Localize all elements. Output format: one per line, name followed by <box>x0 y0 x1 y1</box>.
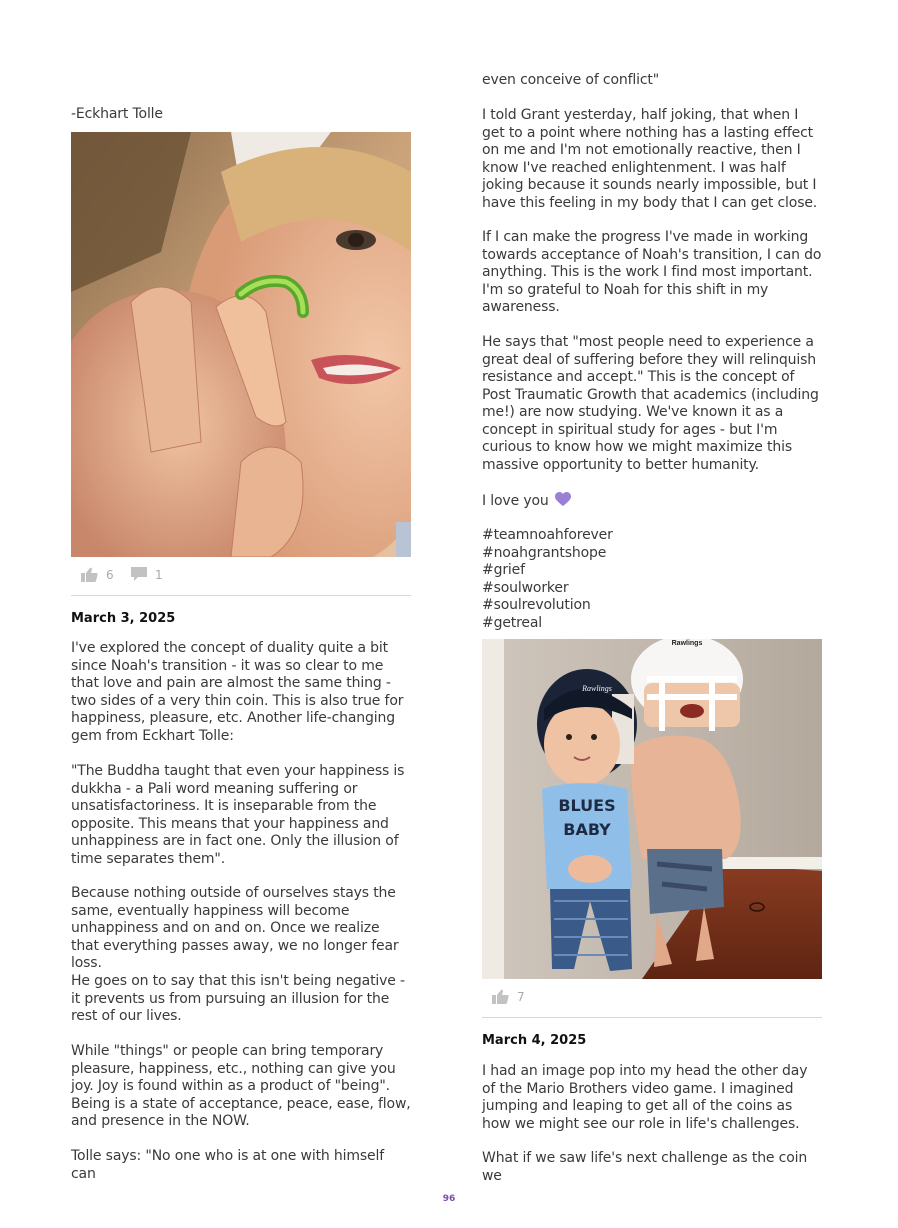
purple-heart-icon <box>555 492 571 507</box>
post-paragraph: What if we saw life's next challenge as the coin we <box>482 1150 808 1184</box>
page-number: 96 <box>442 1194 456 1204</box>
post-actions-bar <box>482 979 822 1018</box>
post-paragraph: While "things" or people can bring temporary pleasure, happiness, etc., nothing can give you joy. Joy is found within as a product of "being". Being is a state of acceptance, peace, ease, flow, and presence in the NOW. <box>71 1043 411 1129</box>
thumbs-up-icon <box>492 989 509 1004</box>
love-text: I love you <box>482 493 549 509</box>
hashtag[interactable]: #soulrevolution <box>482 597 591 613</box>
post-paragraph: I had an image pop into my head the other day of the Mario Brothers video game. I imagined jumping and leaping to get all of the coins as how we might see our role in life's challenges. <box>482 1063 808 1132</box>
like-button[interactable] <box>81 567 114 582</box>
comment-icon <box>131 567 147 582</box>
boys-helmets-photo-image <box>482 639 822 979</box>
hashtag[interactable]: #getreal <box>482 614 543 631</box>
shirt-text-2: BABY <box>563 820 611 839</box>
post-paragraph: "The Buddha taught that even your happiness is dukkha - a Pali word meaning suffering or unsatisfactoriness. It is inseparable from the opposite. This means that your happiness and unhappiness are in fact one. Only the illusion of time separates them". <box>71 763 405 867</box>
boys-helmets-photo[interactable] <box>482 639 822 979</box>
like-button[interactable] <box>492 989 525 1004</box>
post-paragraph: If I can make the progress I've made in working towards acceptance of Noah's transition, I can do anything. This is the work I find most important. I'm so grateful to Noah for this shift in my awareness. <box>482 229 822 315</box>
hashtag[interactable]: #grief <box>482 562 525 578</box>
hashtag[interactable]: #noahgrantshope <box>482 544 607 561</box>
hashtag[interactable]: #soulworker <box>482 579 569 596</box>
post-date: March 4, 2025 <box>482 1033 587 1048</box>
post-paragraph: He goes on to say that this isn't being negative - it prevents us from pursuing an illusion for the rest of our lives. <box>71 973 405 1024</box>
thumbs-up-icon <box>81 567 98 582</box>
comment-count: 1 <box>155 567 163 582</box>
post-paragraph: He says that "most people need to experience a great deal of suffering before they will relinquish resistance and accept." This is the concept of Post Traumatic Growth that academics (including me!) are now studying. We've known it as a concept in spiritual study for ages - but I'm curious to know how we might maximize this massive opportunity to better humanity. <box>482 334 819 473</box>
comment-button[interactable] <box>131 567 163 582</box>
shirt-text-1: BLUES <box>558 796 616 815</box>
post-paragraph: I've explored the concept of duality quite a bit since Noah's transition - it was so clear to me that love and pain are almost the same thing - two sides of a very thin coin. This is also true for happiness, pleasure, etc. Another life-changing gem from Eckhart Tolle: <box>71 640 404 744</box>
post-actions-bar <box>71 557 411 596</box>
post-paragraph: I told Grant yesterday, half joking, that when I get to a point where nothing has a lasting effect on me and I'm not emotionally reactive, then I know I've reached enlightenment. I was half joking because it sounds nearly impossible, but I have this feeling in my body that I can get close. <box>482 107 818 211</box>
caterpillar-photo-image <box>71 132 411 557</box>
hashtag-list <box>482 527 822 632</box>
like-count: 6 <box>106 567 114 582</box>
quote-attribution: -Eckhart Tolle <box>71 106 163 122</box>
post-date: March 3, 2025 <box>71 611 176 626</box>
helmet-brand-right: Rawlings <box>671 640 703 647</box>
post-paragraph: Because nothing outside of ourselves stays the same, eventually happiness will become unhappiness and on and on. Once we realize that everything passes away, we no longer fear loss. <box>71 885 399 971</box>
post-paragraph: Tolle says: "No one who is at one with himself can <box>71 1148 385 1182</box>
like-count: 7 <box>517 989 525 1004</box>
helmet-brand-left: Rawlings <box>582 684 612 693</box>
continued-quote: even conceive of conflict" <box>482 72 660 88</box>
hashtag[interactable]: #teamnoahforever <box>482 527 613 543</box>
love-line <box>482 492 822 511</box>
caterpillar-photo[interactable] <box>71 132 411 557</box>
